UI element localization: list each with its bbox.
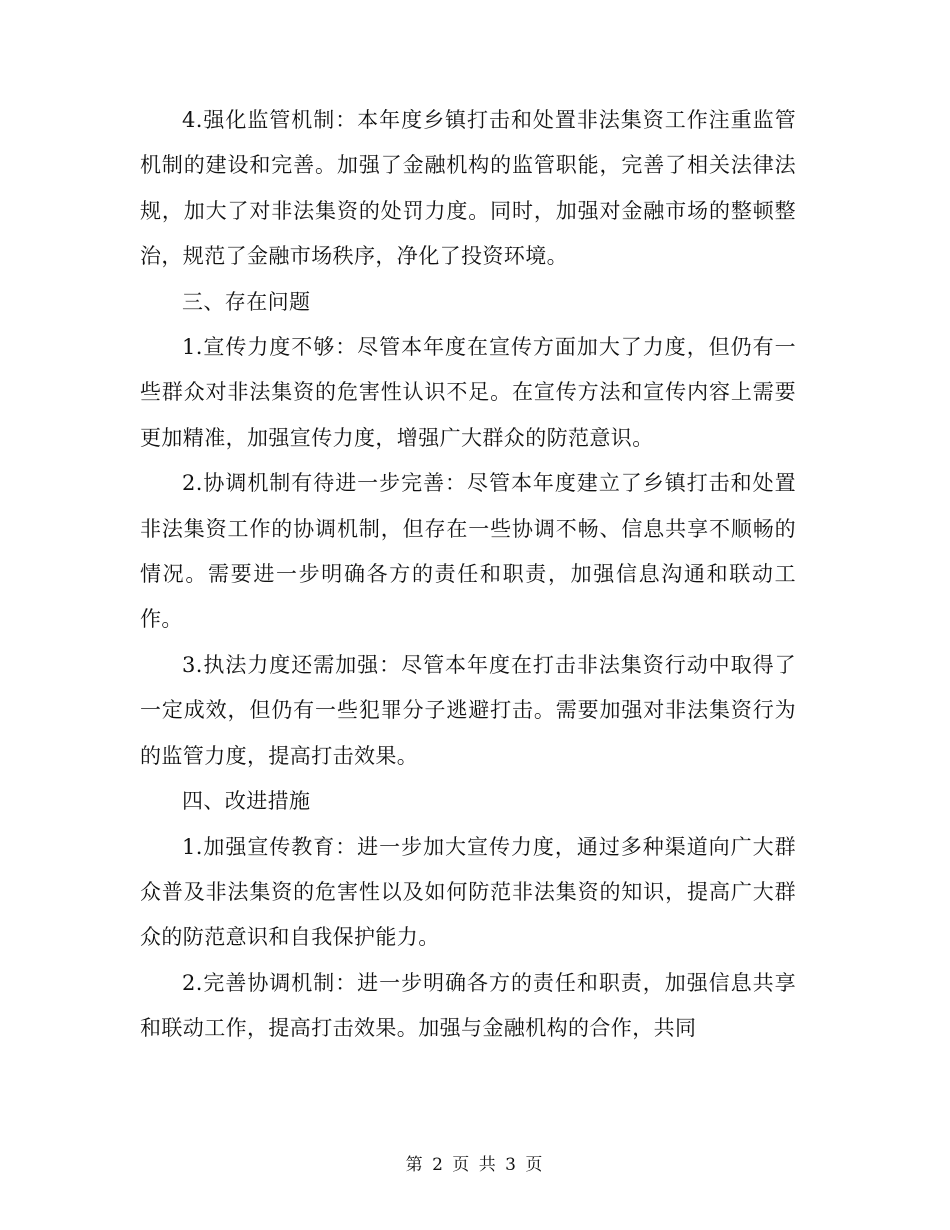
paragraph-strengthen-supervision: 4.强化监管机制：本年度乡镇打击和处置非法集资工作注重监管机制的建设和完善。加强了金融机构的监管职能，完善了相关法律法规，加大了对非法集资的处罚力度。同时，加强对金融市场的整顿整治，规范了金融市场秩序，净化了投资环境。 [140, 108, 796, 269]
section-heading-improvement-measures: 四、改进措施 [182, 789, 311, 814]
paragraph-enforcement-strength: 3.执法力度还需加强：尽管本年度在打击非法集资行动中取得了一定成效，但仍有一些犯罪分子逃避打击。需要加强对非法集资行为的监管力度，提高打击效果。 [140, 652, 796, 768]
paragraph-publicity-education: 1.加强宣传教育：进一步加大宣传力度，通过多种渠道向广大群众普及非法集资的危害性以及如何防范非法集资的知识，提高广大群众的防范意识和自我保护能力。 [140, 834, 796, 950]
paragraph-publicity-insufficient: 1.宣传力度不够：尽管本年度在宣传方面加大了力度，但仍有一些群众对非法集资的危害性认识不足。在宣传方法和宣传内容上需要更加精准，加强宣传力度，增强广大群众的防范意识。 [140, 335, 796, 450]
section-heading-existing-problems: 三、存在问题 [182, 289, 311, 314]
paragraph-coordination-mechanism: 2.协调机制有待进一步完善：尽管本年度建立了乡镇打击和处置非法集资工作的协调机制，但存在一些协调不畅、信息共享不顺畅的情况。需要进一步明确各方的责任和职责，加强信息沟通和联动工作。 [140, 471, 796, 632]
document-body [140, 98, 796, 1052]
page-number-footer: 第 2 页 共 3 页 [405, 1155, 545, 1175]
paragraph-improve-coordination: 2.完善协调机制：进一步明确各方的责任和职责，加强信息共享和联动工作，提高打击效果。加强与金融机构的合作，共同 [140, 970, 796, 1041]
